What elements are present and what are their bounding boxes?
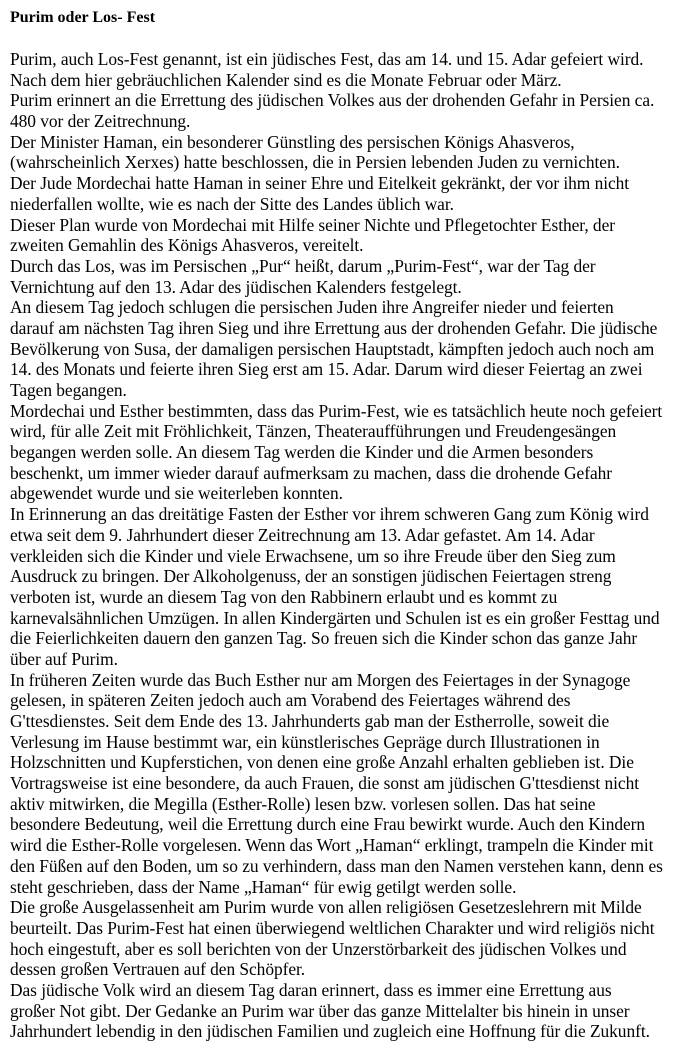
- text-line: Die große Ausgelassenheit am Purim wurde von allen religiösen Gesetzeslehrern mit Milde: [10, 897, 642, 918]
- text-line: Holzschnitten und Kupferstichen, von denen eine große Anzahl erhalten geblieben ist. Die: [10, 752, 634, 773]
- text-line: darauf am nächsten Tag ihren Sieg und ihre Errettung aus der drohenden Gefahr. Die jüdische: [10, 317, 658, 338]
- text-line: In Erinnerung an das dreitätige Fasten der Esther vor ihrem schweren Gang zum König wird: [10, 504, 649, 525]
- document-body: [10, 49, 687, 1042]
- text-line: 480 vor der Zeitrechnung.: [10, 111, 191, 132]
- text-line: 14. des Monats und feierte ihren Sieg erst am 15. Adar. Darum wird dieser Feiertag an zwei: [10, 359, 643, 380]
- paragraph: [10, 670, 687, 898]
- text-line: beschenkt, um immer wieder darauf aufmerksam zu machen, dass die drohende Gefahr: [10, 462, 613, 483]
- text-line: Purim, auch Los-Fest genannt, ist ein jüdisches Fest, das am 14. und 15. Adar gefeiert wird.: [10, 49, 644, 69]
- paragraph: [10, 256, 687, 297]
- text-line: Nach dem hier gebräuchlichen Kalender sind es die Monate Februar oder März.: [10, 69, 562, 90]
- text-line: karnevalsähnlichen Umzügen. In allen Kindergärten und Schulen ist es ein großer Festtag und: [10, 607, 660, 628]
- text-line: etwa seit dem 9. Jahrhundert dieser Zeitrechnung am 13. Adar gefastet. Am 14. Adar: [10, 524, 595, 545]
- paragraph: [10, 132, 687, 173]
- text-line: beurteilt. Das Purim-Fest hat einen überwiegend weltlichen Charakter und wird religiös nicht: [10, 917, 655, 938]
- text-line: über auf Purim.: [10, 648, 118, 669]
- text-line: Jahrhundert lebendig in den jüdischen Familien und zugleich eine Hoffnung für die Zukunft.: [10, 1021, 650, 1042]
- text-line: wird, für alle Zeit mit Fröhlichkeit, Tänzen, Theateraufführungen und Freudengesängen: [10, 421, 617, 442]
- text-line: Der Jude Mordechai hatte Haman in seiner Ehre und Eitelkeit gekränkt, der vor ihm nicht: [10, 173, 630, 194]
- text-line: Das jüdische Volk wird an diesem Tag daran erinnert, dass es immer eine Errettung aus: [10, 979, 612, 1000]
- text-line: Der Minister Haman, ein besonderer Günstling des persischen Königs Ahasveros,: [10, 131, 575, 152]
- paragraph: [10, 49, 687, 90]
- text-line: hoch eingestuft, aber es soll berichten von der Unzerstörbarkeit des jüdischen Volkes und: [10, 938, 627, 959]
- text-line: niederfallen wollte, wie es nach der Sitte des Landes üblich war.: [10, 193, 454, 214]
- text-line: steht geschrieben, dass der Name „Haman“ für ewig getilgt werden solle.: [10, 876, 517, 897]
- text-line: abgewendet wurde und sie weiterleben konnten.: [10, 483, 343, 504]
- paragraph: [10, 401, 687, 504]
- text-line: G'ttesdienstes. Seit dem Ende des 13. Jahrhunderts gab man der Estherrolle, soweit die: [10, 711, 610, 731]
- text-line: Bevölkerung von Susa, der damaligen persischen Hauptstadt, kämpften jedoch auch noch am: [10, 338, 655, 359]
- text-line: Verlesung im Hause bestimmt war, ein künstlerisches Gepräge durch Illustrationen in: [10, 731, 600, 752]
- text-line: dessen großen Vertrauen auf den Schöpfer.: [10, 959, 306, 980]
- paragraph: [10, 297, 687, 400]
- text-line: besondere Bedeutung, weil die Errettung durch eine Frau bewirkt wurde. Auch den Kindern: [10, 814, 646, 835]
- text-line: gelesen, in späteren Zeiten jedoch auch am Vorabend des Feiertages während des: [10, 690, 571, 711]
- paragraph: [10, 173, 687, 214]
- text-line: An diesem Tag jedoch schlugen die persischen Juden ihre Angreifer nieder und feierten: [10, 297, 614, 318]
- paragraph: [10, 504, 687, 670]
- paragraph: [10, 215, 687, 256]
- text-line: verkleiden sich die Kinder und viele Erwachsene, um so ihre Freude über den Sieg zum: [10, 545, 616, 566]
- text-line: die Feierlichkeiten dauern den ganzen Tag. So freuen sich die Kinder schon das ganze Jahr: [10, 628, 638, 649]
- paragraph: [10, 90, 687, 131]
- text-line: großer Not gibt. Der Gedanke an Purim war über das ganze Mittelalter bis hinein in unser: [10, 1000, 630, 1021]
- text-line: Dieser Plan wurde von Mordechai mit Hilfe seiner Nichte und Pflegetochter Esther, der: [10, 214, 615, 235]
- text-line: den Füßen auf den Boden, um so zu verhindern, dass man den Namen verstehen kann, denn es: [10, 855, 663, 876]
- text-line: Tagen begangen.: [10, 380, 127, 400]
- document-title: Purim oder Los- Fest: [10, 9, 156, 26]
- text-line: Vernichtung auf den 13. Adar des jüdischen Kalenders festgelegt.: [10, 276, 462, 297]
- text-line: In früheren Zeiten wurde das Buch Esther nur am Morgen des Feiertages in der Synagoge: [10, 669, 631, 690]
- text-line: zweiten Gemahlin des Königs Ahasveros, vereitelt.: [10, 235, 364, 256]
- text-line: Vortragsweise ist eine besondere, da auch Frauen, die sonst am jüdischen G'ttesdienst nicht: [10, 773, 640, 794]
- text-line: aktiv mitwirken, die Megilla (Esther-Rolle) lesen bzw. vorlesen sollen. Das hat seine: [10, 793, 596, 814]
- text-line: Mordechai und Esther bestimmten, dass das Purim-Fest, wie es tatsächlich heute noch gefeiert: [10, 400, 663, 421]
- text-line: wird die Esther-Rolle vorgelesen. Wenn das Wort „Haman“ erklingt, trampeln die Kinder mit: [10, 835, 654, 856]
- text-line: Durch das Los, was im Persischen „Pur“ heißt, darum „Purim-Fest“, war der Tag der: [10, 255, 596, 276]
- paragraph: [10, 897, 687, 980]
- text-line: Purim erinnert an die Errettung des jüdischen Volkes aus der drohenden Gefahr in Persien ca.: [10, 90, 655, 111]
- text-line: begangen werden solle. An diesem Tag werden die Kinder und die Armen besonders: [10, 442, 594, 463]
- paragraph: [10, 980, 687, 1042]
- text-line: (wahrscheinlich Xerxes) hatte beschlossen, die in Persien lebenden Juden zu vernichten.: [10, 152, 620, 173]
- text-line: Ausdruck zu bringen. Der Alkoholgenuss, der an sonstigen jüdischen Feiertagen streng: [10, 566, 612, 587]
- text-line: verboten ist, wurde an diesem Tag von den Rabbinern erlaubt und es kommt zu: [10, 586, 558, 607]
